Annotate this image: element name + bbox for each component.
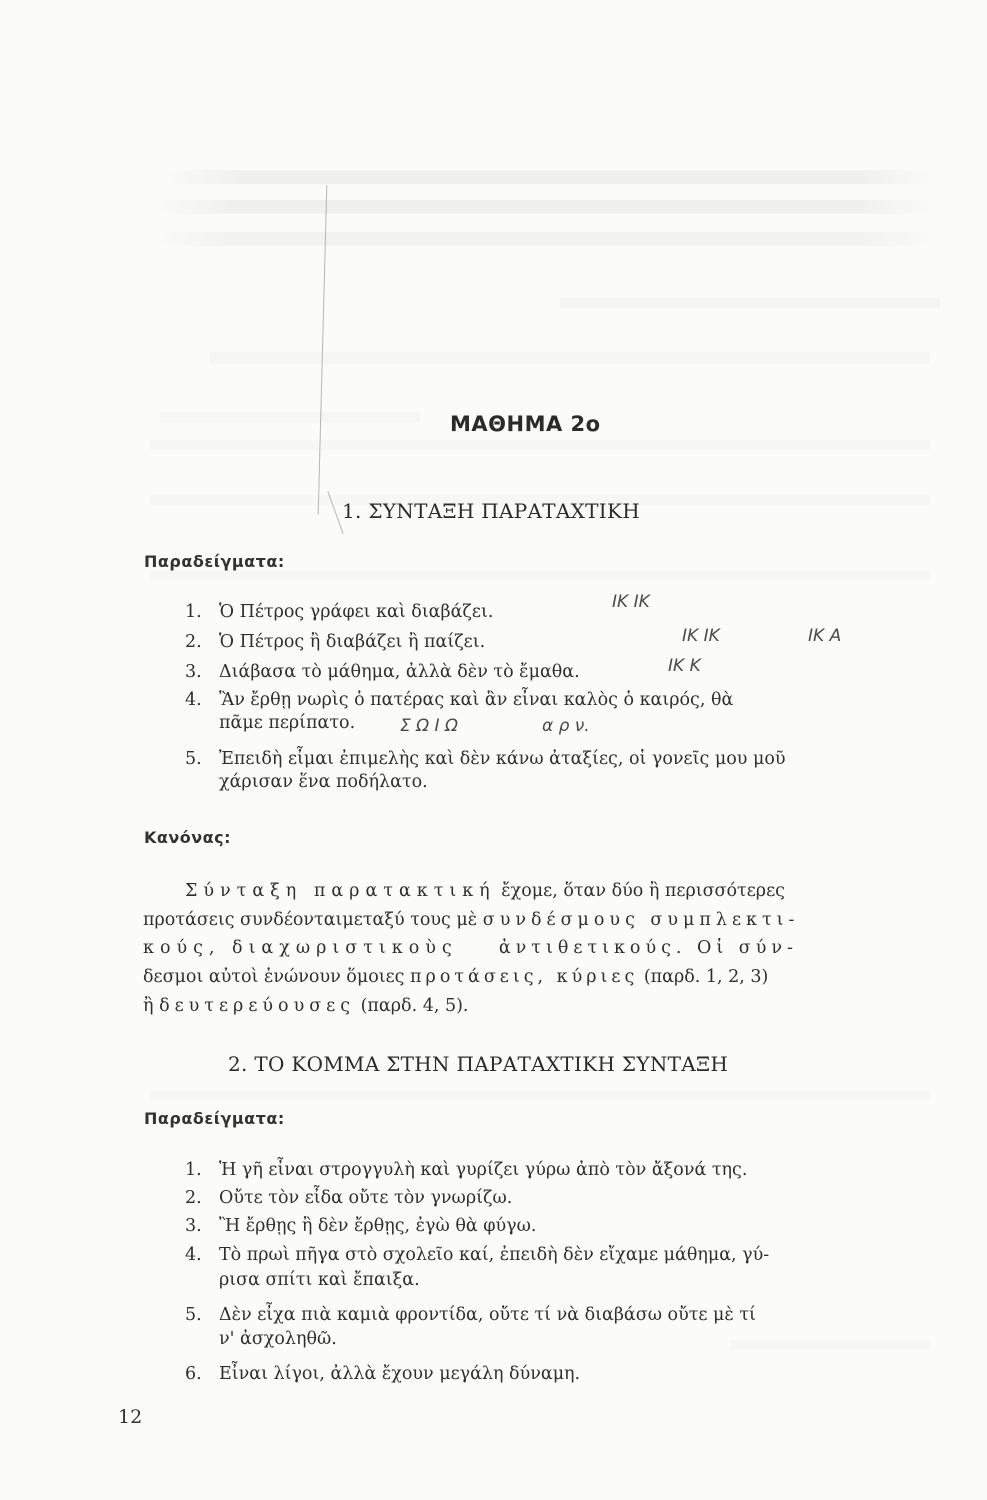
example-continuation: πᾶμε περίπατο. xyxy=(219,713,356,733)
section1-title: 1. ΣΥΝΤΑΞΗ ΠΑΡΑΤΑΧΤΙΚΗ xyxy=(342,499,640,523)
examples-heading: Παραδείγματα: xyxy=(144,552,285,571)
example-item: 5. Ἐπειδὴ εἶμαι ἐπιμελὴς καὶ δὲν κάνω ἀταξίες, οἱ γονεῖς μου μοῦ xyxy=(185,749,786,769)
handwritten-note: ΙΚ ΙΚ xyxy=(612,592,650,612)
example-item: 3. Ἢ ἔρθῃς ἢ δὲν ἔρθῃς, ἐγὼ θὰ φύγω. xyxy=(185,1216,537,1236)
page-number: 12 xyxy=(118,1406,143,1428)
example-item: 4. Τὸ πρωὶ πῆγα στὸ σχολεῖο καί, ἐπειδὴ δὲν εἴχαμε μάθημα, γύ- xyxy=(185,1245,770,1265)
example-item: 2. Ὁ Πέτρος ἢ διαβάζει ἢ παίζει. xyxy=(185,632,486,652)
rule-line: δεσμοι αὐτοὶ ἑνώνουν ὅμοιες προτάσεις, κύριες (παρδ. 1, 2, 3) xyxy=(143,967,769,987)
example-item: 3. Διάβασα τὸ μάθημα, ἀλλὰ δὲν τὸ ἔμαθα. xyxy=(185,662,580,682)
examples-heading: Παραδείγματα: xyxy=(144,1109,285,1128)
example-item: 4. Ἂν ἔρθῃ νωρὶς ὁ πατέρας καὶ ἂν εἶναι καλὸς ὁ καιρός, θὰ xyxy=(185,690,734,710)
example-item: 6. Εἶναι λίγοι, ἀλλὰ ἔχουν μεγάλη δύναμη. xyxy=(185,1364,581,1384)
example-item: 1. Ἡ γῆ εἶναι στρογγυλὴ καὶ γυρίζει γύρω ἀπὸ τὸν ἄξονά της. xyxy=(185,1160,748,1180)
handwritten-note: ΙΚ Α xyxy=(808,626,842,646)
handwritten-note: Σ Ω Ι Ω xyxy=(400,716,458,736)
rule-line: ἢ δευτερεύουσες (παρδ. 4, 5). xyxy=(143,996,469,1016)
rule-line: κούς, διαχωριστικοὺς ἀντιθετικούς. Οἱ σύν- xyxy=(143,938,798,958)
example-continuation: ν' ἀσχοληθῶ. xyxy=(219,1329,337,1349)
handwritten-note: α ρ ν. xyxy=(542,716,590,736)
example-item: 1. Ὁ Πέτρος γράφει καὶ διαβάζει. xyxy=(185,602,494,622)
example-item: 2. Οὔτε τὸν εἶδα οὔτε τὸν γνωρίζω. xyxy=(185,1188,513,1208)
handwritten-note: ΙΚ ΙΚ xyxy=(682,626,720,646)
lesson-title: ΜΑΘΗΜΑ 2ο xyxy=(450,412,601,436)
example-item: 5. Δὲν εἶχα πιὰ καμιὰ φροντίδα, οὔτε τί νὰ διαβάσω οὔτε μὲ τί xyxy=(185,1305,756,1325)
section2-title: 2. ΤΟ ΚΟΜΜΑ ΣΤΗΝ ΠΑΡΑΤΑΧΤΙΚΗ ΣΥΝΤΑΞΗ xyxy=(228,1052,729,1076)
handwritten-note: ΙΚ Κ xyxy=(668,656,701,676)
rule-line: προτάσεις συνδέονταιμεταξύ τους μὲ συνδέσμους συμπλεκτι- xyxy=(143,910,800,930)
example-continuation: χάρισαν ἕνα ποδήλατο. xyxy=(219,772,428,792)
rule-line: Σύνταξη παρατακτική ἔχομε, ὅταν δύο ἢ περισσότερες xyxy=(185,881,785,901)
example-continuation: ρισα σπίτι καὶ ἔπαιξα. xyxy=(219,1270,420,1290)
rules-heading: Κανόνας: xyxy=(144,828,232,847)
